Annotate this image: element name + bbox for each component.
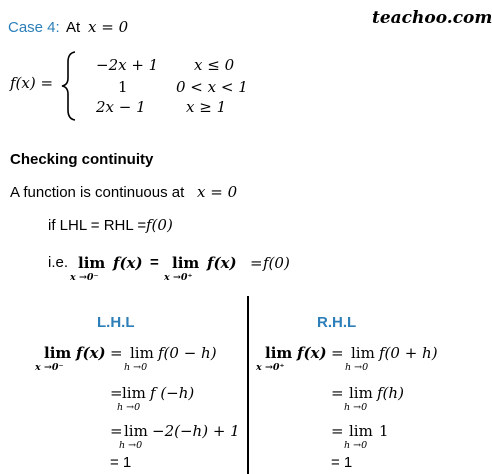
rhl-line3-eq: = <box>331 422 344 440</box>
lhl-line1-expr: f(0 − h) <box>158 344 217 362</box>
lhl-line1-lim: lim <box>44 344 72 362</box>
continuity-statement: A function is continuous at <box>10 184 185 201</box>
piece-3-cond: x ≥ 1 <box>186 98 227 116</box>
lhl-line2-sub: h →0 <box>117 402 141 413</box>
rhl-line2-eq: = <box>331 384 344 402</box>
piece-3-expr: 2x − 1 <box>96 98 146 116</box>
left-brace-icon <box>60 50 78 122</box>
if-condition-math: f(0) <box>146 216 173 234</box>
lhl-line3-lim: lim <box>124 422 148 440</box>
piecewise-lhs: f(x) = <box>10 74 54 92</box>
ie-fx-left: f(x) <box>113 254 143 272</box>
rhl-line2-lim: lim <box>349 384 373 402</box>
case-at-text: At <box>66 19 81 36</box>
lhl-line2-expr: f (−h) <box>150 384 195 402</box>
rhl-line3-expr: 1 <box>379 422 389 440</box>
ie-equal-end: = <box>250 254 263 272</box>
rhl-title: R.H.L <box>317 314 357 331</box>
rhl-line1-expr: f(0 + h) <box>379 344 438 362</box>
lhl-line1-sub: x →0⁻ <box>35 362 64 373</box>
rhl-line1-sub2: h →0 <box>345 362 369 373</box>
section-heading: Checking continuity <box>10 151 154 168</box>
ie-label: i.e. <box>48 254 69 271</box>
case-condition: x = 0 <box>88 18 129 36</box>
continuity-point: x = 0 <box>197 183 238 201</box>
rhl-line1-lim2: lim <box>351 344 375 362</box>
ie-lim-right: lim <box>172 254 200 272</box>
rhl-line3-sub: h →0 <box>344 440 368 451</box>
case-label: Case 4: <box>8 19 60 36</box>
piece-1-cond: x ≤ 0 <box>194 56 235 74</box>
watermark-logo: teachoo.com <box>372 8 492 28</box>
piece-2-expr: 1 <box>118 78 128 96</box>
lhl-line1-eq: = <box>110 344 123 362</box>
lhl-line1-lim2: lim <box>130 344 154 362</box>
piece-1-expr: −2x + 1 <box>96 56 159 74</box>
column-divider <box>247 296 249 474</box>
lhl-line1-fx: f(x) <box>76 344 106 362</box>
ie-sub-left: x →0⁻ <box>70 272 99 283</box>
rhl-line1-sub: x →0⁺ <box>256 362 285 373</box>
rhl-line2-sub: h →0 <box>344 402 368 413</box>
if-condition-text: if LHL = RHL = <box>48 217 147 234</box>
lhl-line3-eq: = <box>110 422 123 440</box>
rhl-line1-fx: f(x) <box>297 344 327 362</box>
rhl-line1-eq: = <box>331 344 344 362</box>
lhl-line1-sub2: h →0 <box>124 362 148 373</box>
lhl-line2-eq: = <box>110 384 123 402</box>
ie-fx-right: f(x) <box>207 254 237 272</box>
ie-equal-mid: = <box>150 254 159 271</box>
rhl-line3-lim: lim <box>349 422 373 440</box>
lhl-result: = 1 <box>110 454 132 471</box>
piece-2-cond: 0 < x < 1 <box>176 78 248 96</box>
ie-lim-left: lim <box>78 254 106 272</box>
lhl-line3-sub: h →0 <box>119 440 143 451</box>
ie-sub-right: x →0⁺ <box>164 272 193 283</box>
ie-result: f(0) <box>263 254 290 272</box>
lhl-title: L.H.L <box>97 314 135 331</box>
lhl-line2-lim: lim <box>122 384 146 402</box>
rhl-line1-lim: lim <box>265 344 293 362</box>
rhl-result: = 1 <box>331 454 353 471</box>
rhl-line2-expr: f(h) <box>377 384 404 402</box>
lhl-line3-expr: −2(−h) + 1 <box>152 422 240 440</box>
